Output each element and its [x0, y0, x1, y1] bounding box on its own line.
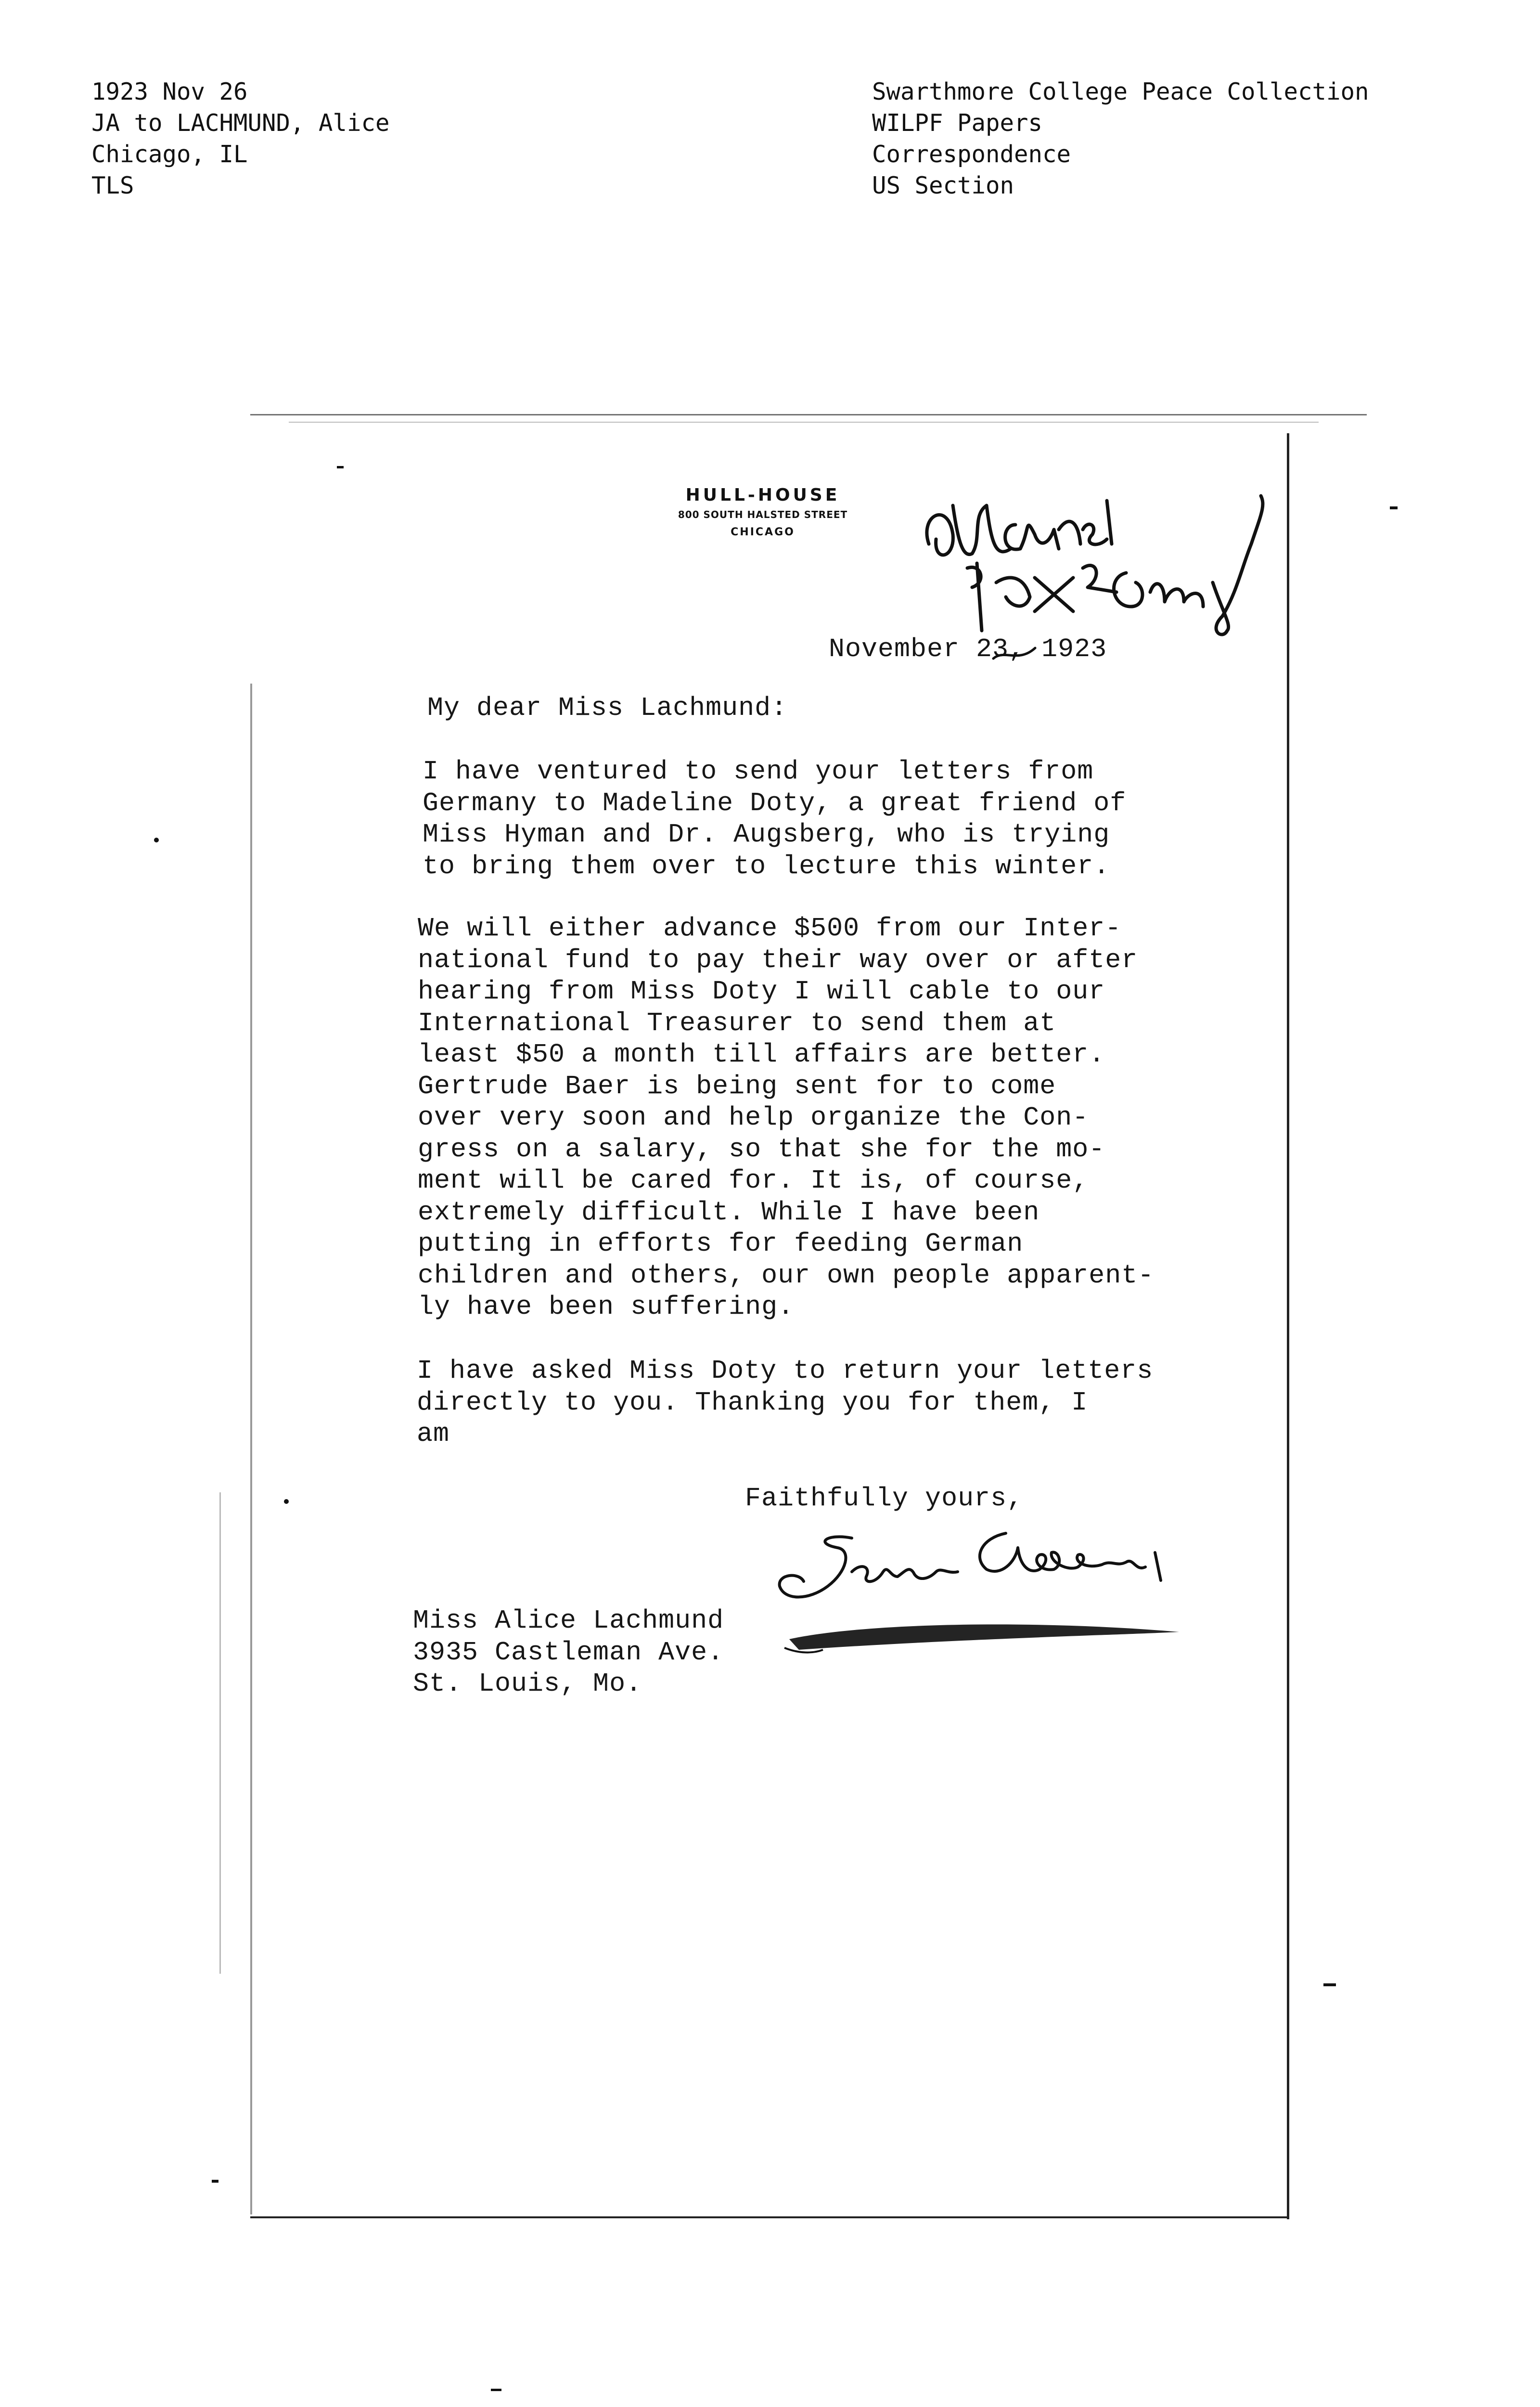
- catalog-correspondents: JA to LACHMUND, Alice: [91, 109, 390, 137]
- salutation: My dear Miss Lachmund:: [427, 693, 788, 723]
- scan-speck: [1323, 1983, 1336, 1986]
- paragraph-line: over very soon and help organize the Con-: [418, 1102, 1089, 1133]
- paragraph-line: I have ventured to send your letters from: [423, 756, 1094, 787]
- paragraph-line: putting in efforts for feeding German: [418, 1229, 1024, 1259]
- paragraph-line: hearing from Miss Doty I will cable to our: [418, 976, 1105, 1007]
- letterhead: [621, 484, 905, 542]
- sheet-top-edge-shadow: [289, 422, 1319, 423]
- paragraph-line: We will either advance $500 from our Inter-: [418, 913, 1122, 944]
- paragraph-line: Miss Hyman and Dr. Augsberg, who is trying: [423, 819, 1110, 850]
- catalog-section: US Section: [872, 172, 1014, 199]
- scan-speck: [1390, 506, 1398, 509]
- paragraph-line: I have asked Miss Doty to return your letters: [417, 1356, 1154, 1386]
- paragraph-line: to bring them over to lecture this winter.: [423, 851, 1110, 881]
- catalog-subseries: Correspondence: [872, 141, 1071, 168]
- closing: Faithfully yours,: [745, 1483, 1024, 1514]
- catalog-type: TLS: [91, 172, 134, 199]
- paragraph-1: [423, 756, 1126, 882]
- sheet-top-edge: [250, 414, 1367, 415]
- sheet-right-edge: [1287, 433, 1289, 2219]
- catalog-date: 1923 Nov 26: [91, 78, 248, 105]
- catalog-series: WILPF Papers: [872, 109, 1043, 137]
- signature: [770, 1524, 1299, 1682]
- scan-speck: [491, 2389, 501, 2391]
- paragraph-line: national fund to pay their way over or after: [418, 945, 1138, 975]
- paragraph-line: Germany to Madeline Doty, a great friend of: [423, 788, 1127, 818]
- left-margin-rule: [219, 1492, 221, 1974]
- paragraph-line: International Treasurer to send them at: [418, 1008, 1056, 1038]
- letter-date: November 23, 1923: [829, 634, 1107, 664]
- recipient-address: [413, 1605, 724, 1700]
- paragraph-line: ly have been suffering.: [418, 1292, 795, 1322]
- paragraph-line: children and others, our own people apparent-: [418, 1260, 1155, 1291]
- recipient-street: 3935 Castleman Ave.: [413, 1637, 724, 1668]
- recipient-city: St. Louis, Mo.: [413, 1669, 642, 1699]
- letterhead-street: 800 SOUTH HALSTED STREET: [678, 509, 848, 520]
- paragraph-2: [418, 913, 1154, 1323]
- paragraph-3: [417, 1355, 1153, 1450]
- catalog-info-right: [872, 76, 1369, 201]
- paragraph-line: gress on a salary, so that she for the mo-: [418, 1134, 1105, 1165]
- scan-speck: [337, 466, 344, 468]
- paragraph-line: least $50 a month till affairs are better.: [418, 1039, 1105, 1070]
- letterhead-city: CHICAGO: [731, 526, 795, 538]
- date-correction-mark: [989, 634, 1042, 673]
- paragraph-line: extremely difficult. While I have been: [418, 1197, 1040, 1228]
- recipient-name: Miss Alice Lachmund: [413, 1605, 724, 1636]
- letterhead-organization: HULL-HOUSE: [685, 485, 840, 505]
- handwritten-annotation: [914, 486, 1290, 655]
- catalog-info-left: [91, 76, 390, 201]
- paragraph-line: am: [417, 1419, 450, 1449]
- scan-speck: [212, 2180, 218, 2183]
- scan-speck: [154, 838, 159, 842]
- paragraph-line: directly to you. Thanking you for them, I: [417, 1387, 1088, 1418]
- paragraph-line: Gertrude Baer is being sent for to come: [418, 1071, 1056, 1101]
- catalog-collection: Swarthmore College Peace Collection: [872, 78, 1369, 105]
- sheet-left-edge: [250, 684, 252, 2214]
- scan-speck: [284, 1499, 289, 1504]
- paragraph-line: ment will be cared for. It is, of course,: [418, 1165, 1089, 1196]
- catalog-place: Chicago, IL: [91, 141, 248, 168]
- sheet-bottom-edge: [250, 2216, 1289, 2218]
